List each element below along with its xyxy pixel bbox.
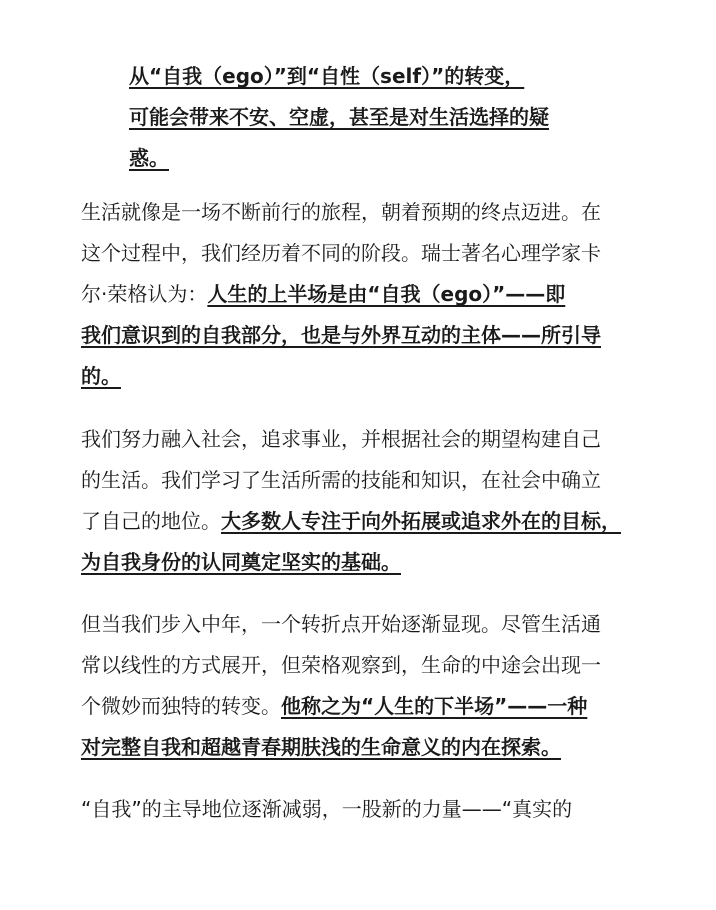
quote-line-text: 惑。	[129, 146, 169, 170]
paragraph-society	[81, 419, 647, 583]
paragraph-line: 生活就像是一场不断前行的旅程，朝着预期的终点迈进。在	[81, 200, 601, 224]
paragraph-midlife	[81, 604, 647, 768]
paragraph-life-journey	[81, 192, 647, 397]
highlighted-quote	[129, 56, 599, 179]
emphasized-text: 他称之为“人生的下半场”——一种	[281, 694, 588, 718]
plain-text: 了自己的地位。	[81, 509, 221, 533]
paragraph-line	[81, 356, 647, 397]
emphasized-text: 对完整自我和超越青春期肤浅的生命意义的内在探索。	[81, 735, 561, 759]
paragraph-line: 常以线性的方式展开，但荣格观察到，生命的中途会出现一	[81, 653, 601, 677]
paragraph-line	[81, 542, 647, 583]
quote-line-text: 从“自我（ego）”到“自性（self）”的转变，	[129, 64, 525, 88]
plain-text: 尔·荣格认为：	[81, 282, 208, 306]
paragraph-line: 我们努力融入社会，追求事业，并根据社会的期望构建自己	[81, 427, 601, 451]
paragraph-line: 的生活。我们学习了生活所需的技能和知识，在社会中确立	[81, 468, 601, 492]
paragraph-line	[81, 274, 647, 315]
emphasized-text: 人生的上半场是由“自我（ego）”——即	[207, 282, 566, 306]
paragraph-ego-decline	[81, 789, 647, 830]
paragraph-line: “自我”的主导地位逐渐减弱，一股新的力量——“真实的	[81, 797, 573, 821]
paragraph-line	[81, 727, 647, 768]
emphasized-text: 大多数人专注于向外拓展或追求外在的目标，	[221, 509, 621, 533]
emphasized-text: 为自我身份的认同奠定坚实的基础。	[81, 550, 401, 574]
quote-line	[129, 138, 599, 179]
paragraph-line	[81, 686, 647, 727]
quote-line-text: 可能会带来不安、空虚，甚至是对生活选择的疑	[129, 105, 549, 129]
paragraph-line	[81, 501, 647, 542]
paragraph-line: 这个过程中，我们经历着不同的阶段。瑞士著名心理学家卡	[81, 241, 601, 265]
plain-text: 个微妙而独特的转变。	[81, 694, 281, 718]
paragraph-line	[81, 315, 647, 356]
quote-line	[129, 97, 599, 138]
emphasized-text: 的。	[81, 364, 121, 388]
emphasized-text: 我们意识到的自我部分，也是与外界互动的主体——所引导	[81, 323, 601, 347]
paragraph-line: 但当我们步入中年，一个转折点开始逐渐显现。尽管生活通	[81, 612, 601, 636]
quote-line	[129, 56, 599, 97]
